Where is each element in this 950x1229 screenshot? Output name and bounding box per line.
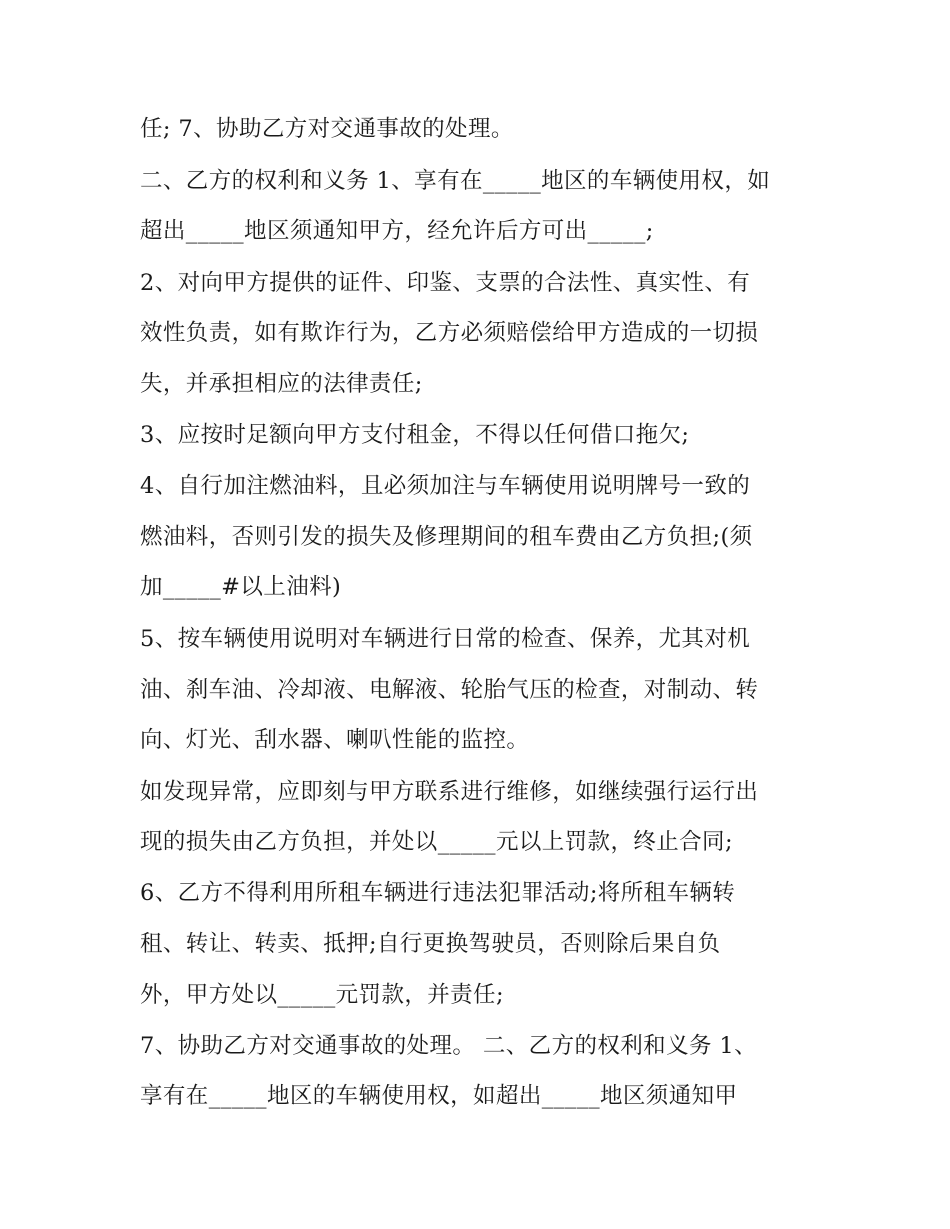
text-line: 向、灯光、刮水器、喇叭性能的监控。 [140,727,530,753]
text-line: 燃油料，否则引发的损失及修理期间的租车费由乙方负担;(须 [140,524,753,550]
text-line: 效性负责，如有欺诈行为，乙方必须赔偿给甲方造成的一切损 [140,320,759,346]
text-line: 租、转让、转卖、抵押;自行更换驾驶员，否则除后果自负 [140,931,721,957]
text-line: 失，并承担相应的法律责任; [140,371,423,397]
text-line: 5、按车辆使用说明对车辆进行日常的检查、保养，尤其对机 [140,626,751,652]
text-line: 任; 7、协助乙方对交通事故的处理。 [140,116,514,142]
text-line: 2、对向甲方提供的证件、印鉴、支票的合法性、真实性、有 [140,270,751,296]
text-line: 油、刹车油、冷却液、电解液、轮胎气压的检查，对制动、转 [140,677,759,703]
text-line: 4、自行加注燃油料，且必须加注与车辆使用说明牌号一致的 [140,473,751,499]
text-line: 如发现异常，应即刻与甲方联系进行维修，如继续强行运行出 [140,779,759,805]
text-line: 外，甲方处以_____元罚款，并责任; [140,982,504,1008]
text-line: 二、乙方的权利和义务 1、享有在_____地区的车辆使用权，如 [140,168,771,194]
text-line: 加_____#以上油料) [140,574,342,600]
text-line: 6、乙方不得利用所租车辆进行违法犯罪活动;将所租车辆转 [140,880,736,906]
text-line: 7、协助乙方对交通事故的处理。 二、乙方的权利和义务 1、 [140,1033,758,1059]
text-line: 3、应按时足额向甲方支付租金，不得以任何借口拖欠; [140,422,690,448]
text-line: 享有在_____地区的车辆使用权，如超出_____地区须通知甲 [140,1083,738,1109]
text-line: 现的损失由乙方负担，并处以_____元以上罚款，终止合同; [140,829,733,855]
text-line: 超出_____地区须通知甲方，经允许后方可出_____; [140,218,654,244]
